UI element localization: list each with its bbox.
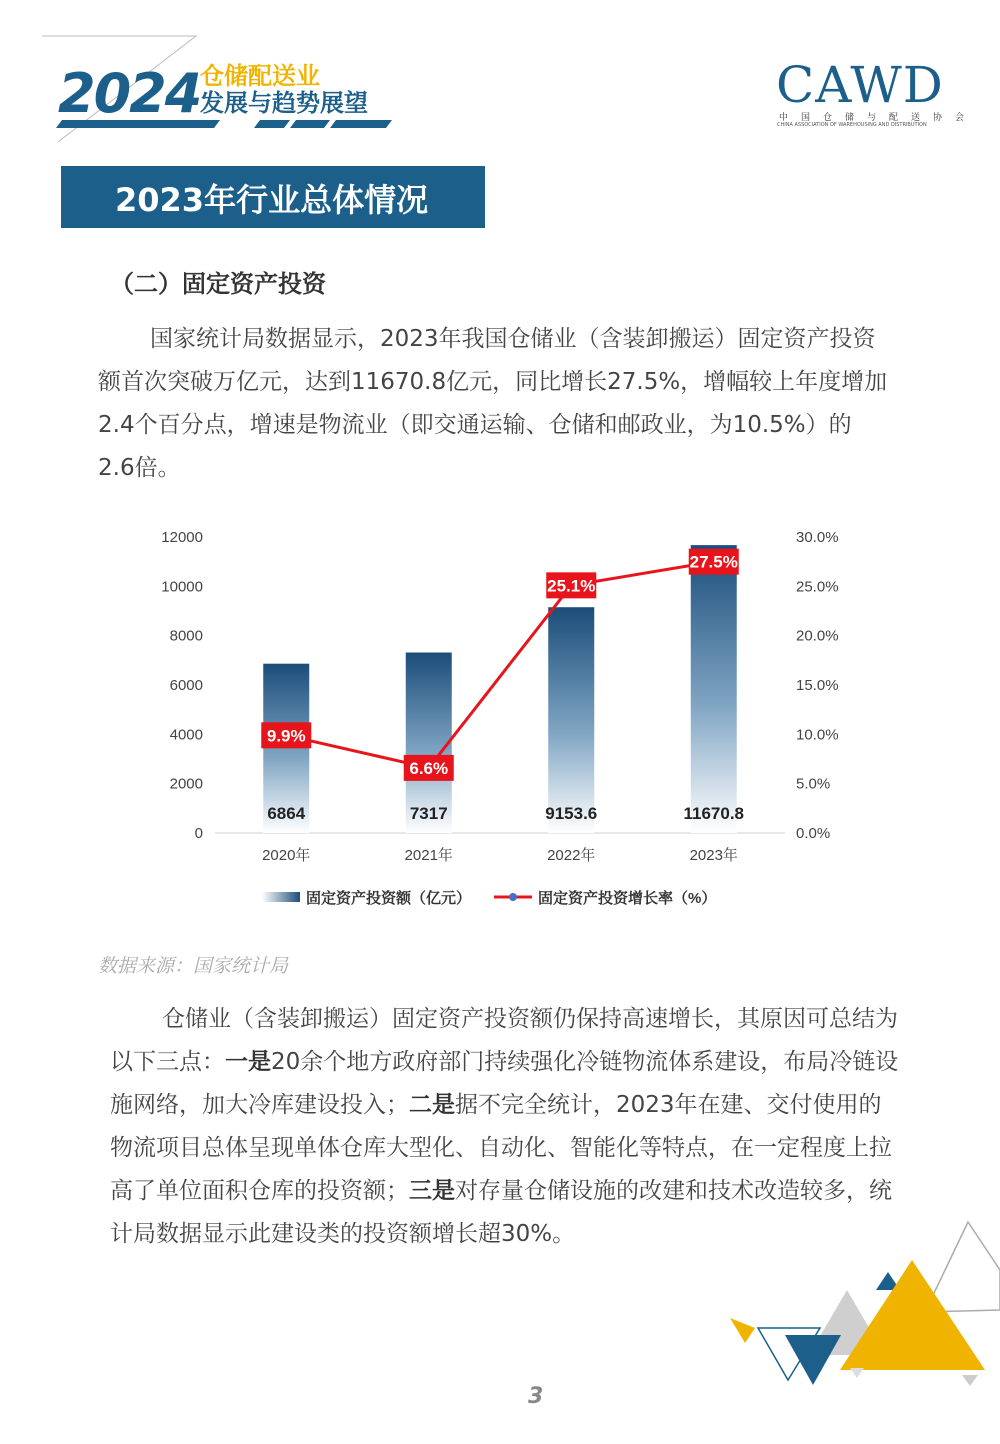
y-right-tick-label: 10.0% [796,726,839,744]
section-title: 2023年行业总体情况 [115,181,429,219]
x-tick-label: 2023年 [689,847,738,864]
y-left-tick-label: 4000 [169,726,203,744]
legend-bar-label: 固定资产投资额（亿元） [306,890,472,907]
growth-rate-label: 27.5% [689,552,738,572]
y-left-tick-label: 6000 [169,677,203,694]
bar-value-label: 6864 [267,804,306,823]
legend-line-marker [509,893,517,901]
report-year: 2024 [58,62,201,125]
org-name-en: CHINA ASSOCIATION OF WAREHOUSING AND DISTRIBUTION [777,122,927,128]
growth-rate-label: 25.1% [547,576,596,596]
paragraph-reasons: 仓储业（含装卸搬运）固定资产投资额仍保持高速增长，其原因可总结为以下三点：一是20余个地方政府部门持续强化冷链物流体系建设，布局冷链设施网络，加大冷库建设投入；二是据不完全统计，2023年在建、交付使用的物流项目总体呈现单体仓库大型化、自动化、智能化等特点，在一定程度上拉高了单位面积仓库的投资额；三是对存量仓储设施的改建和技术改造较多，统计局数据显示此建设类的投资额增长超30%。 [110,1006,899,1247]
y-right-tick-label: 20.0% [796,627,839,645]
x-tick-label: 2022年 [547,847,596,864]
bar-value-label: 7317 [409,804,448,823]
page-number: 3 [528,1384,544,1409]
data-source-note: 数据来源：国家统计局 [98,955,289,977]
y-right-tick-label: 0.0% [796,825,831,842]
reason-1-key: 一是 [225,1049,271,1075]
paragraph-intro: 国家统计局数据显示，2023年我国仓储业（含装卸搬运）固定资产投资额首次突破万亿元，达到11670.8亿元，同比增长27.5%，增幅较上年度增加2.4个百分点，增速是物流业（即交通运输、仓储和邮政业，为10.5%）的 2.6倍。 [98,326,888,481]
cawd-logo: CAWD [776,56,944,114]
y-left-tick-label: 0 [194,825,203,842]
bar-value-label: 11670.8 [683,804,745,823]
y-right-tick-label: 25.0% [796,578,839,596]
x-tick-label: 2020年 [262,847,311,864]
y-left-tick-label: 2000 [169,775,203,793]
legend-bar-swatch [262,892,300,902]
y-left-tick-label: 8000 [169,627,203,645]
growth-rate-label: 6.6% [409,758,449,778]
y-left-tick-label: 12000 [161,529,203,546]
y-left-tick-label: 10000 [161,578,203,596]
reason-3-key: 三是 [409,1178,455,1204]
x-tick-label: 2021年 [404,847,453,864]
growth-rate-line [286,562,714,768]
growth-rate-label: 9.9% [266,726,306,746]
bar-value-label: 9153.6 [545,804,598,823]
page-header [0,0,1000,150]
y-right-tick-label: 5.0% [796,775,831,793]
investment-chart [0,510,1000,950]
report-title-line1: 仓储配送业 [200,62,320,90]
y-right-tick-label: 15.0% [796,677,839,694]
investment-bar [691,545,737,833]
reason-2-key: 二是 [409,1092,455,1118]
investment-bar [548,607,594,833]
report-title-line2: 发展与趋势展望 [200,89,368,117]
legend-line-label: 固定资产投资增长率（%） [538,890,717,907]
section-subtitle: （二）固定资产投资 [110,270,326,298]
org-name-cn: 中国仓储与配送协会 [779,113,978,123]
y-right-tick-label: 30.0% [796,529,839,546]
corner-triangles-decoration [700,1210,1000,1440]
